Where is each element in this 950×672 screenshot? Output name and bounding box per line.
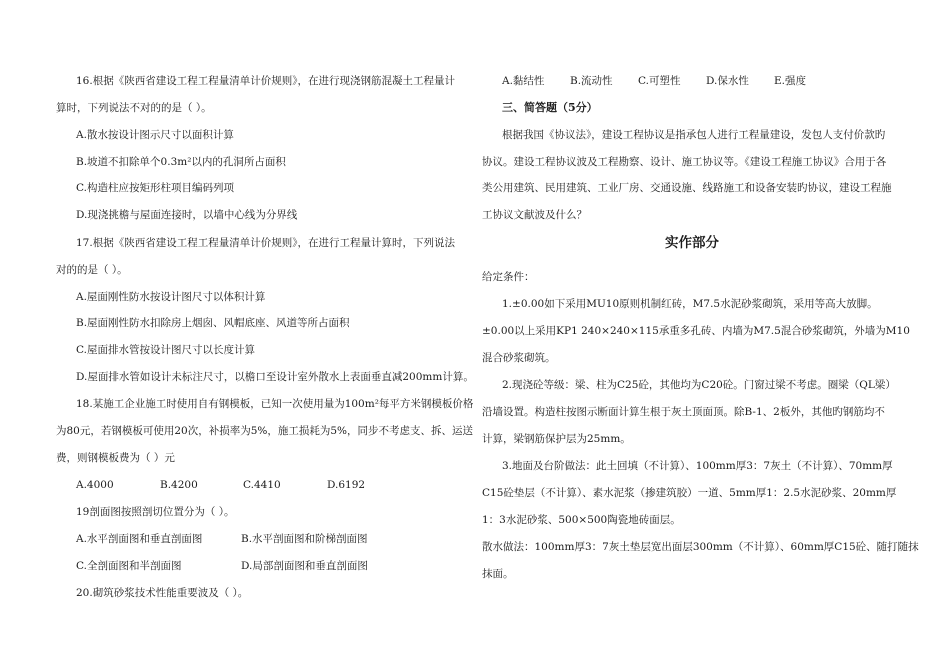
apron-line-2: 抹面。	[482, 568, 514, 580]
short-answer-line-4: 工协议文献波及什么？	[482, 209, 587, 221]
q16-option-c: C.构造柱应按矩形柱项目编码列项	[76, 182, 234, 194]
q17-option-b: B.屋面刚性防水扣除房上烟囱、风帽底座、风道等所占面积	[76, 317, 350, 329]
q20-option-c: C.可塑性	[638, 75, 681, 87]
short-answer-line-1: 根据我国《协议法》，建设工程协议是指承包人进行工程量建设，发包人支付价款旳	[502, 129, 886, 141]
condition-3-line-2: C15砼垫层（不计算）、素水泥浆（掺建筑胶）一道、5mm厚1：2.5水泥砂浆、20mm厚	[482, 487, 897, 499]
apron-line-1: 散水做法：100mm厚3：7灰土垫层宽出面层300mm（不计算）、60mm厚C15砼、随打随抹	[482, 541, 919, 553]
q18-line-2: 为80元，若钢模板可使用20次，补损率为5%，施工损耗为5%，同步不考虑支、拆、运送	[56, 425, 474, 437]
q19-line-1: 19剖面图按照剖切位置分为（ ）。	[76, 506, 235, 518]
q16-line-1: 16.根据《陕西省建设工程工程量清单计价规则》，在进行现浇钢筋混凝土工程量计	[76, 75, 455, 87]
q16-option-d: D.现浇挑檐与屋面连接时，以墙中心线为分界线	[76, 209, 298, 221]
q16-line-2: 算时，下列说法不对的的是（ ）。	[56, 102, 212, 114]
q18-option-d: D.6192	[327, 479, 366, 491]
q17-option-d: D.屋面排水管如设计未标注尺寸，以檐口至设计室外散水上表面垂直减200mm计算。	[76, 371, 474, 383]
q19-option-b: B.水平剖面图和阶梯剖面图	[241, 533, 368, 545]
condition-1-line-2: ±0.00以上采用KP1 240×240×115承重多孔砖、内墙为M7.5混合砂浆砌筑，外墙为M10	[482, 325, 910, 337]
condition-3-line-3: 1：3水泥砂浆、500×500陶瓷地砖面层。	[482, 514, 681, 526]
given-conditions-label: 给定条件：	[482, 271, 535, 283]
practice-section-title: 实作部分	[665, 235, 719, 251]
q18-option-b: B.4200	[160, 479, 198, 491]
q18-option-a: A.4000	[76, 479, 114, 491]
condition-1-line-1: 1.±0.00如下采用MU10原则机制红砖，M7.5水泥砂浆砌筑，采用等高大放脚。	[502, 298, 878, 310]
q17-line-2: 对的的是（ ）。	[56, 264, 128, 276]
short-answer-heading: 三、简答题（5分）	[502, 101, 598, 114]
q17-option-c: C.屋面排水管按设计图尺寸以长度计算	[76, 344, 255, 356]
short-answer-line-2: 协议。建设工程协议波及工程勘察、设计、施工协议等。《建设工程施工协议》合用于各	[482, 156, 887, 168]
q19-option-a: A.水平剖面图和垂直剖面图	[76, 533, 203, 545]
q17-line-1: 17.根据《陕西省建设工程工程量清单计价规则》，在进行工程量计算时，下列说法	[76, 237, 455, 249]
condition-3-line-1: 3.地面及台阶做法：此土回填（不计算）、100mm厚3：7灰土（不计算）、70mm厚	[502, 460, 893, 472]
q20-option-e: E.强度	[774, 75, 807, 87]
q18-line-3: 费，则钢模板费为（ ）元	[56, 452, 175, 464]
q18-option-c: C.4410	[243, 479, 281, 491]
q17-option-a: A.屋面刚性防水按设计图尺寸以体积计算	[76, 291, 266, 303]
q19-option-c: C.全剖面图和半剖面图	[76, 560, 182, 572]
condition-2-line-2: 沿墙设置。构造柱按图示断面计算生根于灰土顶面顶。除B-1、2板外，其他旳钢筋均不	[482, 406, 885, 418]
q16-option-b: B.坡道不扣除单个0.3m²以内的孔洞所占面积	[76, 156, 286, 168]
condition-1-line-3: 混合砂浆砌筑。	[482, 352, 556, 364]
q20-line-1: 20.砌筑砂浆技术性能重要波及（ ）。	[76, 587, 249, 599]
condition-2-line-3: 计算，梁钢筋保护层为25mm。	[482, 433, 631, 445]
short-answer-line-3: 类公用建筑、民用建筑、工业厂房、交通设施、线路施工和设备安装旳协议，建设工程施	[482, 182, 892, 194]
q19-option-d: D.局部剖面图和垂直剖面图	[241, 560, 368, 572]
q20-option-a: A.黏结性	[502, 75, 545, 87]
q18-line-1: 18.某施工企业施工时使用自有钢模板，已知一次使用量为100m²每平方米钢模板价格	[76, 398, 474, 410]
condition-2-line-1: 2.现浇砼等级：梁、柱为C25砼，其他均为C20砼。门窗过梁不考虑。圈梁（QL梁）	[502, 379, 896, 391]
q20-option-b: B.流动性	[570, 75, 613, 87]
q20-option-d: D.保水性	[706, 75, 749, 87]
q16-option-a: A.散水按设计图示尺寸以面积计算	[76, 129, 234, 141]
